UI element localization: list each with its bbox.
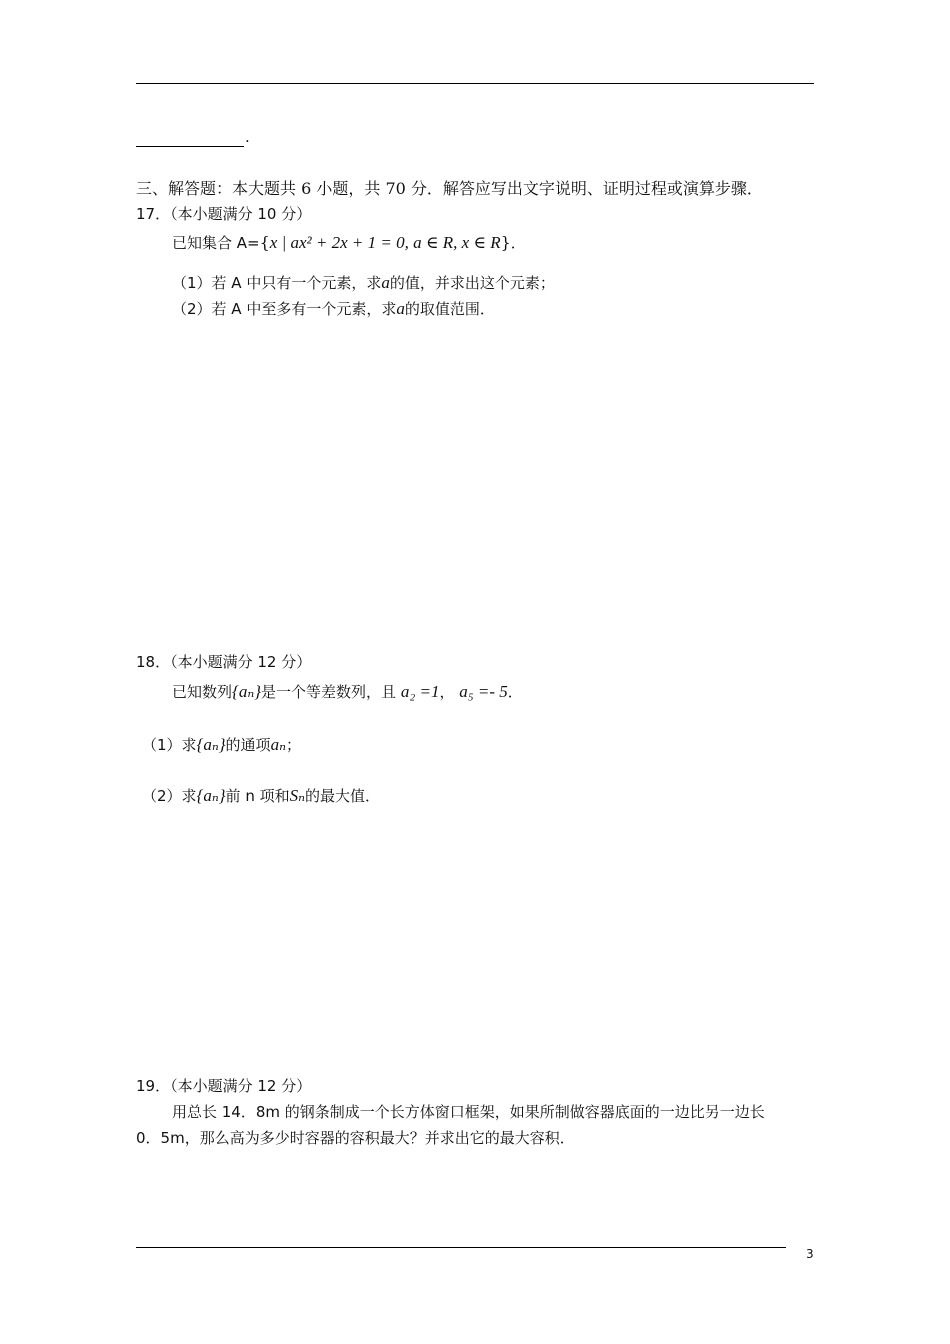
sequence-symbol: {aₙ}	[232, 682, 262, 701]
page-number: 3	[806, 1247, 814, 1261]
header-rule	[136, 83, 814, 84]
condition-a5: a₅ =- 5	[459, 682, 508, 701]
var-a: a	[396, 299, 405, 318]
q17-end: ．	[510, 234, 526, 252]
sequence-symbol: {aₙ}	[196, 735, 226, 754]
q19-header: 19．（本小题满分 12 分）	[136, 1077, 312, 1095]
section-heading: 三、解答题：本大题共 6 小题，共 70 分．解答应写出文字说明、证明过程或演算步骤．	[136, 179, 763, 198]
left-brace: {	[259, 233, 270, 252]
blank-line-end: .	[245, 128, 250, 146]
right-brace: }	[500, 233, 511, 252]
q17-intro: 已知集合 A=	[172, 234, 260, 252]
footer-rule	[136, 1247, 786, 1248]
q18-part2: （2）求{aₙ}前 n 项和Sₙ的最大值．	[142, 786, 380, 805]
q17-statement	[172, 232, 526, 253]
var-a: a	[381, 273, 390, 292]
q18-part1: （1）求{aₙ}的通项aₙ；	[142, 735, 301, 754]
q17-part1: （1）若 A 中只有一个元素，求a的值，并求出这个元素；	[172, 273, 555, 292]
q17-part2: （2）若 A 中至多有一个元素，求a的取值范围．	[172, 299, 495, 318]
q18-header: 18．（本小题满分 12 分）	[136, 653, 312, 671]
set-expression: x | ax² + 2x + 1 = 0, a ∈ R, x ∈ R	[269, 233, 501, 252]
q19-line2: 0．5m，那么高为多少时容器的容积最大？并求出它的最大容积．	[136, 1129, 575, 1147]
answer-blank-line	[136, 146, 244, 147]
q17-header: 17．（本小题满分 10 分）	[136, 205, 312, 223]
sequence-symbol: {aₙ}	[196, 786, 226, 805]
condition-a2: a₂ =1	[400, 682, 440, 701]
q18-statement: 已知数列{aₙ}是一个等差数列，且 a₂ =1， a₅ =- 5．	[172, 682, 523, 701]
q19-line1: 用总长 14．8m 的钢条制成一个长方体窗口框架，如果所制做容器底面的一边比另一边长	[172, 1103, 765, 1121]
partial-sum: Sₙ	[289, 786, 305, 805]
general-term: aₙ	[270, 735, 286, 754]
